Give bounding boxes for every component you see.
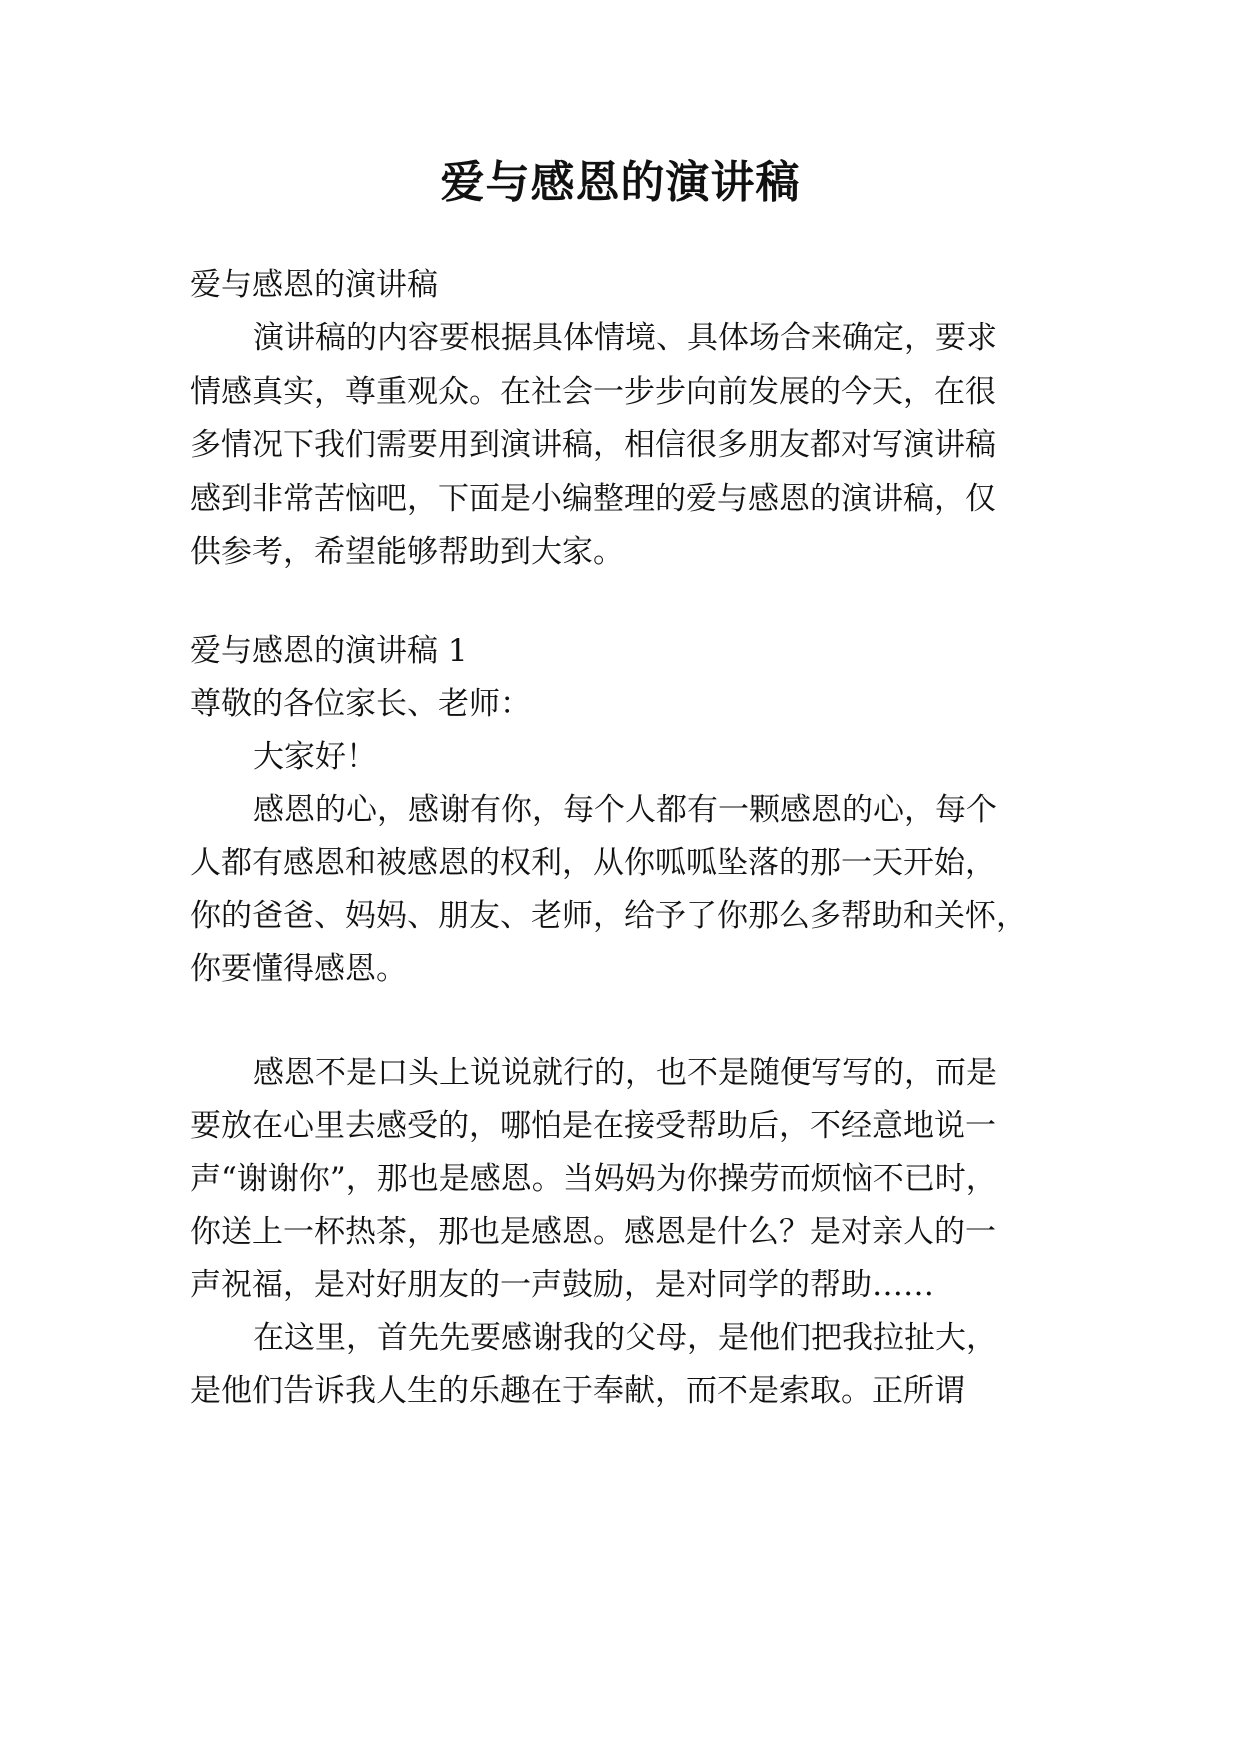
text-line: 你要懂得感恩。 — [190, 951, 407, 987]
text-line: 是他们告诉我人生的乐趣在于奉献，而不是索取。正所谓 — [190, 1373, 965, 1409]
text-line: 感恩不是口头上说说就行的，也不是随便写写的，而是 — [253, 1055, 997, 1091]
text-line: 要放在心里去感受的，哪怕是在接受帮助后，不经意地说一 — [190, 1108, 996, 1144]
text-line: 声祝福，是对好朋友的一声鼓励，是对同学的帮助…… — [190, 1267, 934, 1303]
document-title: 爱与感恩的演讲稿 — [440, 157, 801, 208]
section-heading: 爱与感恩的演讲稿 — [190, 267, 438, 303]
text-line: 供参考，希望能够帮助到大家。 — [190, 534, 624, 570]
text-line: 感到非常苦恼吧，下面是小编整理的爱与感恩的演讲稿，仅 — [190, 481, 996, 517]
greeting: 大家好！ — [253, 739, 377, 775]
text-line: 感恩的心，感谢有你，每个人都有一颗感恩的心，每个 — [253, 792, 997, 828]
text-line: 演讲稿的内容要根据具体情境、具体场合来确定，要求 — [253, 320, 997, 356]
section-heading: 爱与感恩的演讲稿 1 — [190, 633, 468, 669]
text-line: 你送上一杯热茶，那也是感恩。感恩是什么？是对亲人的一 — [190, 1214, 996, 1250]
text-line: 在这里，首先先要感谢我的父母，是他们把我拉扯大， — [253, 1320, 997, 1356]
text-line: 人都有感恩和被感恩的权利，从你呱呱坠落的那一天开始， — [190, 845, 996, 881]
text-line: 情感真实，尊重观众。在社会一步步向前发展的今天，在很 — [190, 374, 996, 410]
salutation: 尊敬的各位家长、老师： — [190, 686, 531, 722]
text-line: 声“谢谢你”，那也是感恩。当妈妈为你操劳而烦恼不已时， — [190, 1161, 997, 1197]
text-line: 你的爸爸、妈妈、朋友、老师，给予了你那么多帮助和关怀， — [190, 898, 1027, 934]
text-line: 多情况下我们需要用到演讲稿，相信很多朋友都对写演讲稿 — [190, 427, 996, 463]
